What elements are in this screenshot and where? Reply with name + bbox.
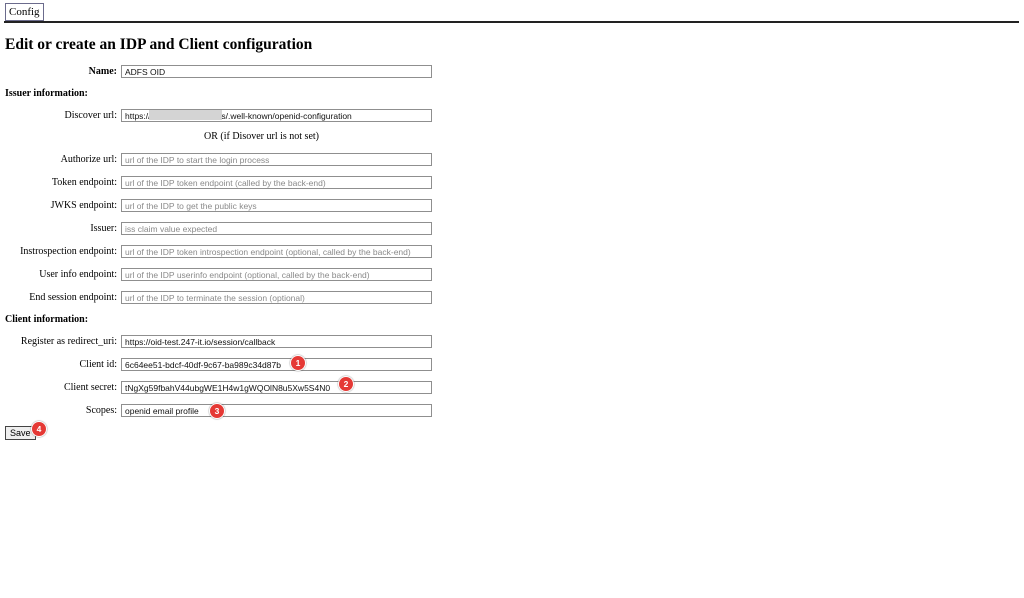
authorize-url-label: Authorize url: — [60, 154, 117, 165]
end-session-endpoint-input[interactable] — [121, 291, 432, 304]
end-session-endpoint-label: End session endpoint: — [29, 292, 117, 303]
client-secret-input[interactable] — [121, 381, 432, 394]
or-note: OR (if Disover url is not set) — [204, 131, 319, 142]
userinfo-endpoint-input[interactable] — [121, 268, 432, 281]
header-divider — [4, 21, 1019, 23]
redirect-uri-input[interactable] — [121, 335, 432, 348]
jwks-endpoint-input[interactable] — [121, 199, 432, 212]
name-input[interactable] — [121, 65, 432, 78]
introspection-endpoint-input[interactable] — [121, 245, 432, 258]
client-section-title: Client information: — [5, 314, 89, 325]
annotation-badge-4: 4 — [31, 421, 47, 437]
annotation-badge-2: 2 — [338, 376, 354, 392]
issuer-label: Issuer: — [90, 223, 117, 234]
name-label: Name: — [88, 66, 117, 77]
redacted-host-mask — [149, 110, 222, 120]
client-id-label: Client id: — [79, 359, 117, 370]
redirect-uri-label: Register as redirect_uri: — [20, 336, 117, 347]
issuer-input[interactable] — [121, 222, 432, 235]
client-id-input[interactable] — [121, 358, 432, 371]
introspection-endpoint-label: Instrospection endpoint: — [20, 246, 117, 257]
save-button[interactable]: Save — [5, 426, 36, 440]
token-endpoint-input[interactable] — [121, 176, 432, 189]
annotation-badge-3: 3 — [209, 403, 225, 419]
scopes-label: Scopes: — [85, 405, 117, 416]
config-tab[interactable]: Config — [5, 3, 44, 21]
scopes-input[interactable] — [121, 404, 432, 417]
jwks-endpoint-label: JWKS endpoint: — [50, 200, 117, 211]
issuer-section-title: Issuer information: — [5, 88, 88, 99]
annotation-badge-1: 1 — [290, 355, 306, 371]
client-secret-label: Client secret: — [63, 382, 117, 393]
page-title: Edit or create an IDP and Client configuration — [5, 36, 313, 53]
token-endpoint-label: Token endpoint: — [51, 177, 117, 188]
userinfo-endpoint-label: User info endpoint: — [39, 269, 117, 280]
discover-url-label: Discover url: — [64, 110, 117, 121]
authorize-url-input[interactable] — [121, 153, 432, 166]
